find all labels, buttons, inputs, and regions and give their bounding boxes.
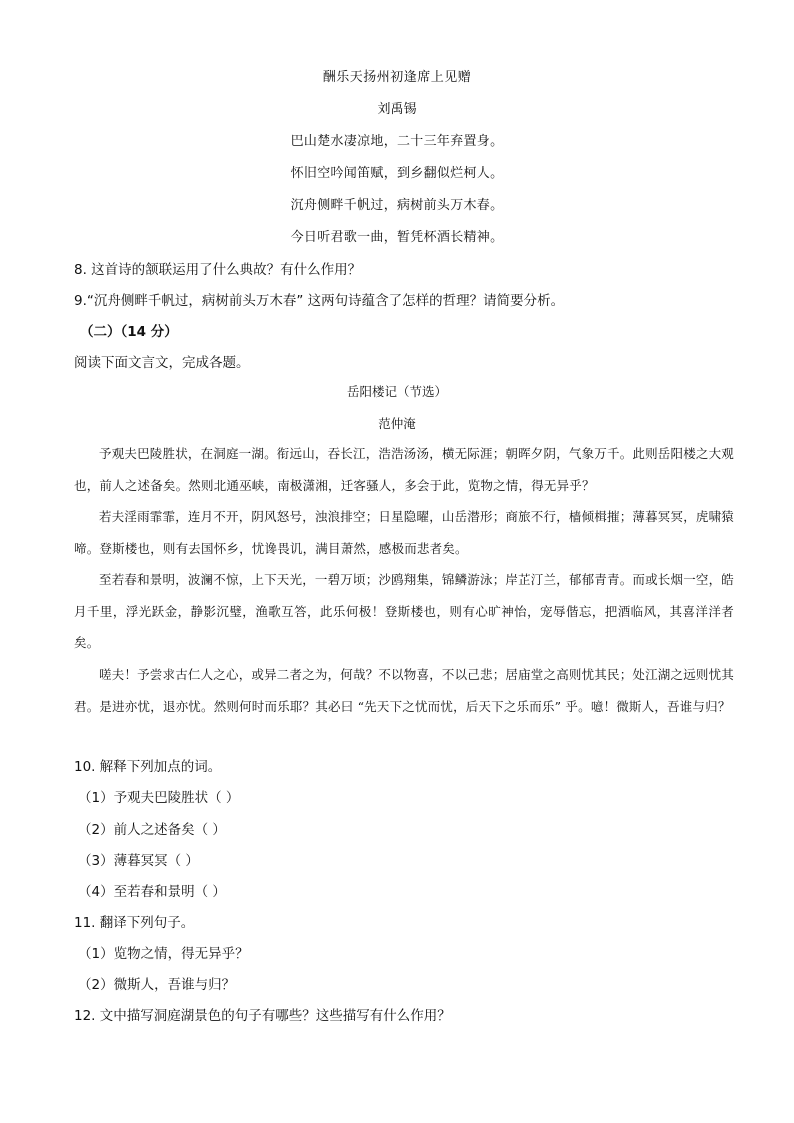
- essay-author: 范仲淹: [378, 416, 416, 431]
- poem-author: 刘禹锡: [377, 102, 417, 117]
- essay-paragraph: 至若春和景明，波澜不惊，上下天光，一碧万顷；沙鸥翔集，锦鳞游泳；岸芷汀兰，郁郁青青。而或长烟一空，皓月千里，浮光跃金，静影沉璧，渔歌互答，此乐何极！登斯楼也，则有心旷神怡，宠辱偕忘，把酒临风，其喜洋洋者矣。: [74, 572, 735, 650]
- question-10-item: （4）至若春和景明（ ）: [78, 884, 226, 900]
- question-10-item: （2）前人之述备矣（ ）: [78, 822, 226, 838]
- essay-paragraph: 嗟夫！予尝求古仁人之心，或异二者之为，何哉？不以物喜，不以己悲；居庙堂之高则忧其民；处江湖之远则忧其君。是进亦忧，退亦忧。然则何时而乐耶？其必曰 “先天下之忧而忧，后天下之乐而乐” 乎。噫！微斯人，吾谁与归？: [74, 667, 735, 714]
- question-9: 9.“沉舟侧畔千帆过，病树前头万木春” 这两句诗蕴含了怎样的哲理？请简要分析。: [74, 293, 565, 309]
- question-11: 11. 翻译下列句子。: [74, 915, 195, 931]
- poem-line: 巴山楚水凄凉地，二十三年弃置身。: [290, 134, 504, 149]
- section-instructions: 阅读下面文言文，完成各题。: [74, 355, 250, 371]
- question-11-item: （2）微斯人，吾谁与归？: [78, 977, 236, 993]
- poem-line: 今日听君歌一曲，暂凭杯酒长精神。: [290, 230, 504, 245]
- question-10: 10. 解释下列加点的词。: [74, 759, 222, 775]
- section-heading: （二）（14 分）: [80, 324, 178, 340]
- poem-line: 怀旧空吟闻笛赋，到乡翻似烂柯人。: [290, 166, 504, 181]
- essay-paragraph: 若夫淫雨霏霏，连月不开，阴风怒号，浊浪排空；日星隐曜，山岳潜形；商旅不行，樯倾楫摧；薄暮冥冥，虎啸猿啼。登斯楼也，则有去国怀乡，忧谗畏讥，满目萧然，感极而悲者矣。: [74, 509, 735, 556]
- poem-title: 酬乐天扬州初逢席上见赠: [322, 70, 472, 85]
- question-10-item: （1）予观夫巴陵胜状（ ）: [78, 790, 240, 806]
- question-10-item: （3）薄暮冥冥（ ）: [78, 853, 199, 869]
- essay-title: 岳阳楼记（节选）: [346, 384, 447, 399]
- question-12: 12. 文中描写洞庭湖景色的句子有哪些？这些描写有什么作用？: [74, 1008, 451, 1024]
- poem-line: 沉舟侧畔千帆过，病树前头万木春。: [290, 198, 504, 213]
- question-11-item: （1）览物之情，得无异乎？: [78, 946, 249, 962]
- essay-paragraph: 予观夫巴陵胜状，在洞庭一湖。衔远山，吞长江，浩浩汤汤，横无际涯；朝晖夕阴，气象万千。此则岳阳楼之大观也，前人之述备矣。然则北通巫峡，南极潇湘，迁客骚人，多会于此，览物之情，得无异乎？: [74, 446, 735, 493]
- question-8: 8. 这首诗的颔联运用了什么典故？有什么作用？: [74, 262, 362, 278]
